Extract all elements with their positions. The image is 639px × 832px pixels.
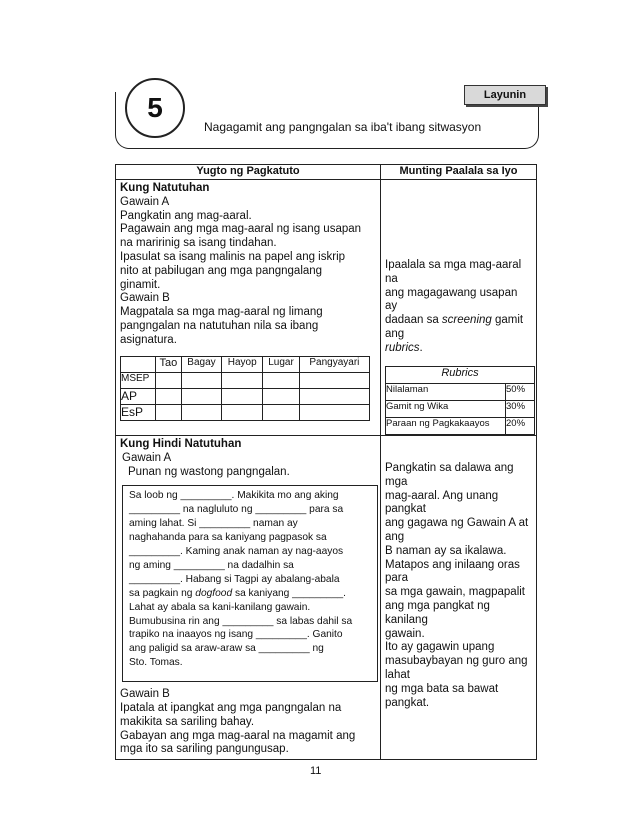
section2-heading: Kung Hindi Natutuhan <box>120 438 242 450</box>
gawain-b-line: mga ito sa sariling pangungusap. <box>120 743 289 756</box>
rubric-label: Gamit ng Wika <box>386 400 506 417</box>
s1-line: Magpatala sa mga mag-aaral ng limang <box>120 306 323 319</box>
gawain-a-label: Gawain A <box>122 451 172 464</box>
s1-line: Gawain B <box>120 292 170 305</box>
grid-cell <box>299 404 369 420</box>
fill-in-passage <box>122 485 378 682</box>
page-number: 11 <box>310 765 322 777</box>
note2-line: Matapos ang inilaang oras para <box>385 558 520 585</box>
layunin-badge: Layunin <box>464 85 546 105</box>
section2-left <box>116 436 381 760</box>
grid-cell <box>263 388 300 404</box>
s1-line: asignatura. <box>120 333 177 346</box>
passage-line: Lahat ay abala sa kani-kanilang gawain. <box>129 601 311 613</box>
grid-row-label: MSEP <box>121 372 156 388</box>
note2-line: mag-aaral. Ang unang pangkat <box>385 489 499 516</box>
passage-line: ng aming _________ na dadalhin sa <box>129 559 294 571</box>
passage-line: _________ na nagluluto ng _________ para sa <box>129 504 344 516</box>
grid-header: Pangyayari <box>299 356 369 372</box>
s1-line: pangngalan na natutuhan nila sa ibang <box>120 319 319 332</box>
note-line: ang magagawang usapan ay <box>385 286 518 313</box>
passage-line: Sto. Tomas. <box>129 657 183 669</box>
rubric-value: 50% <box>506 383 535 400</box>
section1-left <box>116 180 381 436</box>
s1-line: Gawain A <box>120 195 170 208</box>
grid-cell <box>156 388 182 404</box>
passage-line: naghahanda para sa kaniyang pagpasok sa <box>129 532 327 544</box>
rubric-value: 20% <box>506 417 535 434</box>
grid-header: Hayop <box>222 356 263 372</box>
passage-line: ang paligid sa araw-araw sa _________ ng <box>129 643 324 655</box>
note2-line: gawain. <box>385 627 425 640</box>
s1-line: Ipasulat sa isang malinis na papel ang iskrip <box>120 250 346 263</box>
passage-line: _________. Kaming anak naman ay nag-aayos <box>129 546 344 558</box>
grid-cell <box>263 372 300 388</box>
section2-right <box>381 436 537 760</box>
gawain-b-line: makikita sa sariling bahay. <box>120 715 255 728</box>
grid-cell <box>222 388 263 404</box>
grid-cell <box>263 404 300 420</box>
note-line: dadaan sa screening gamit ang <box>385 314 524 340</box>
grid-cell <box>299 372 369 388</box>
gawain-b-line: Gabayan ang mga mag-aaral na magamit ang <box>120 729 356 742</box>
note2-line: ng mga bata sa bawat pangkat. <box>385 682 499 709</box>
note2-line: Pangkatin sa dalawa ang mga <box>385 462 514 488</box>
note2-line: masubaybayan ng guro ang lahat <box>385 655 528 681</box>
rubric-value: 30% <box>506 400 535 417</box>
grid-corner <box>121 356 156 372</box>
rubric-label: Paraan ng Pagkakaayos <box>386 417 506 434</box>
grid-row-label: AP <box>121 388 156 404</box>
grid-cell <box>156 372 182 388</box>
gawain-a-instruction: Punan ng wastong pangngalan. <box>128 465 290 478</box>
note2-line: sa mga gawain, magpapalit <box>385 586 525 599</box>
objective-text: Nagagamit ang pangngalan sa iba't ibang sitwasyon <box>204 120 482 134</box>
gawain-b-line: Gawain B <box>120 688 170 701</box>
passage-line: _________. Habang si Tagpi ay abalang-abala <box>129 573 340 585</box>
passage-line: trapiko na inaayos ng isang _________. Ganito <box>129 629 343 641</box>
note2-line: Ito ay gagawin upang <box>385 641 495 654</box>
lesson-table <box>115 164 537 760</box>
note2-line: ang mga pangkat ng kanilang <box>385 599 490 626</box>
rubric-label: Nilalaman <box>386 383 506 400</box>
passage-line: Bumubusina rin ang _________ sa labas dahil sa <box>129 615 353 627</box>
s1-line: Pangkatin ang mag-aaral. <box>120 209 252 222</box>
note-line: Ipaalala sa mga mag-aaral na <box>385 259 522 285</box>
grid-cell <box>156 404 182 420</box>
note-line: rubrics. <box>385 341 423 354</box>
passage-line: aming lahat. Si _________ naman ay <box>129 518 298 530</box>
note2-line: B naman ay sa ikalawa. <box>385 544 507 557</box>
lesson-number: 5 <box>125 78 185 138</box>
s1-line: Pagawain ang mga mag-aaral ng isang usapan <box>120 223 362 236</box>
s1-line: nito at pabilugan ang mga pangngalang <box>120 264 323 277</box>
grid-header: Bagay <box>181 356 221 372</box>
grid-cell <box>181 404 221 420</box>
section1-heading: Kung Natutuhan <box>120 182 210 194</box>
rubrics-title: Rubrics <box>386 366 535 383</box>
rubrics-table <box>385 366 535 435</box>
col2-header: Munting Paalala sa Iyo <box>381 165 537 180</box>
note2-line: ang gagawa ng Gawain A at ang <box>385 517 529 543</box>
grid-row-label: EsP <box>121 404 156 420</box>
grid-cell <box>181 372 221 388</box>
passage-line: Sa loob ng _________. Makikita mo ang aking <box>129 490 339 502</box>
s1-line: ginamit. <box>120 278 161 291</box>
section1-right <box>381 180 537 436</box>
grid-cell <box>222 404 263 420</box>
grid-header: Tao <box>156 356 182 372</box>
col1-header: Yugto ng Pagkatuto <box>116 165 381 180</box>
gawain-b-line: Ipatala at ipangkat ang mga pangngalan na <box>120 701 342 714</box>
grid-cell <box>222 372 263 388</box>
grid-header: Lugar <box>263 356 300 372</box>
passage-line: sa pagkain ng dogfood sa kaniyang _________. <box>129 587 346 599</box>
grid-cell <box>299 388 369 404</box>
grid-cell <box>181 388 221 404</box>
s1-line: na maririnig sa isang tindahan. <box>120 237 277 250</box>
subject-grid <box>120 356 370 421</box>
